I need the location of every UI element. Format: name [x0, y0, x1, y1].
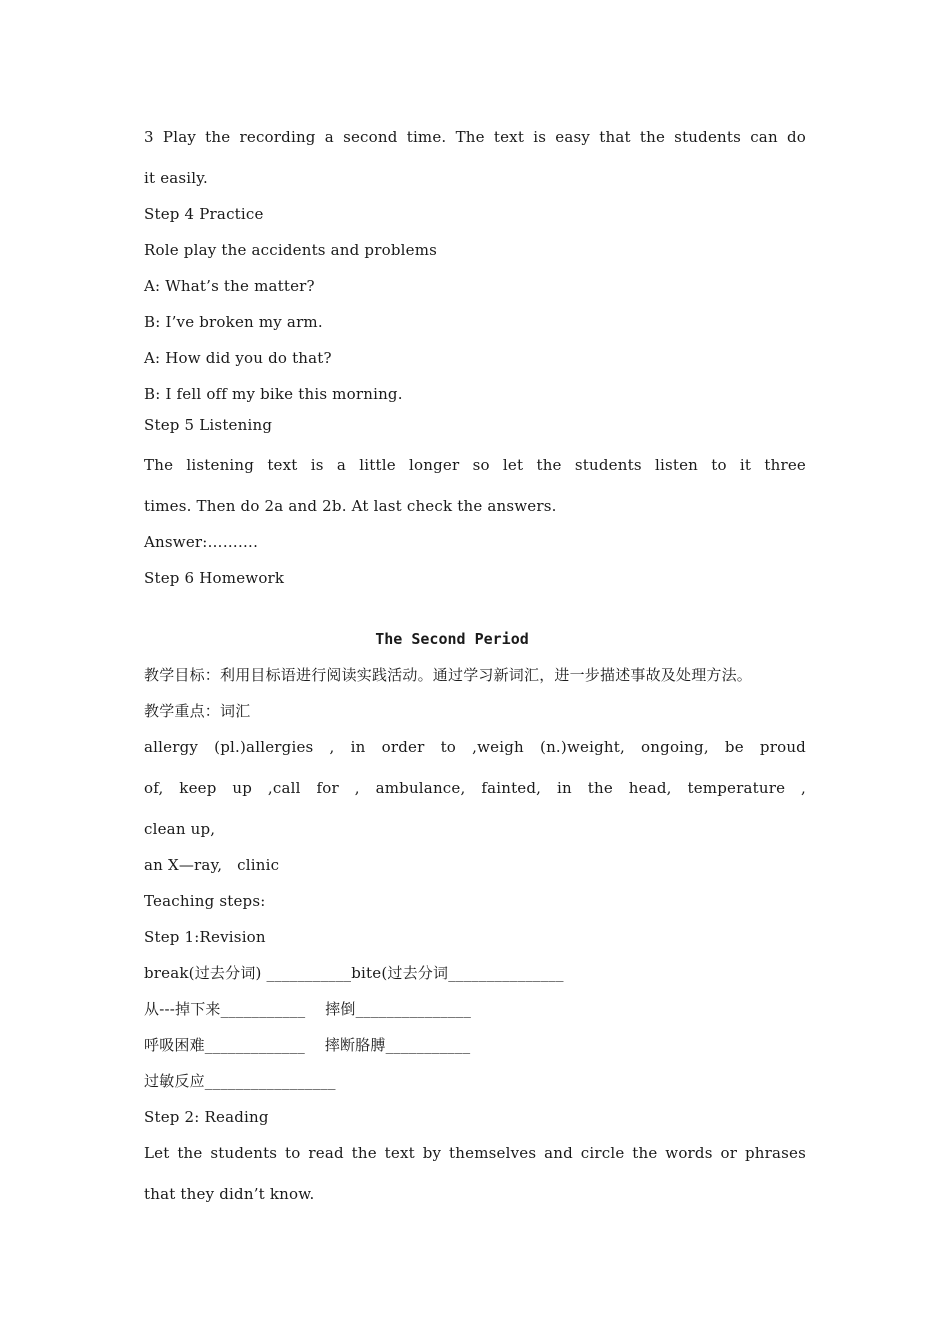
step4-heading: Step 4 Practice	[144, 205, 264, 223]
teaching-key-point: 教学重点：词汇	[144, 702, 251, 720]
vocab-line4: an X—ray, clinic	[144, 856, 280, 874]
teaching-steps-heading: Teaching steps:	[144, 892, 266, 910]
step5-text-line2: times. Then do 2a and 2b. At last check the answers.	[144, 497, 557, 515]
teaching-objective: 教学目标：利用目标语进行阅读实践活动。通过学习新词汇，进一步描述事故及处理方法。	[144, 666, 753, 684]
revision-row: 过敏反应_________________	[144, 1072, 336, 1090]
dialog-line: B: I’ve broken my arm.	[144, 313, 323, 331]
step4-intro: Role play the accidents and problems	[144, 241, 438, 259]
dialog-line: A: How did you do that?	[144, 349, 332, 367]
revision-row: 从---掉下来___________ 摔倒_______________	[144, 1000, 472, 1018]
vocab-line2: of, keep up ,call for , ambulance, fainted, in the head, temperature ,	[144, 779, 806, 797]
revision-row: 呼吸困难_____________ 摔断胳膊___________	[144, 1036, 471, 1054]
vocab-line1: allergy (pl.)allergies , in order to ,weigh (n.)weight, ongoing, be proud	[144, 738, 806, 756]
step2-text-line2: that they didn’t know.	[144, 1185, 315, 1203]
section-title: The Second Period	[375, 630, 529, 648]
dialog-line: B: I fell off my bike this morning.	[144, 385, 403, 403]
step6-heading: Step 6 Homework	[144, 569, 285, 587]
step1-heading: Step 1:Revision	[144, 928, 266, 946]
step5-heading: Step 5 Listening	[144, 416, 273, 434]
step2-text-line1: Let the students to read the text by themselves and circle the words or phrases	[144, 1144, 806, 1162]
step3-text-line2: it easily.	[144, 169, 208, 187]
answer-line: Answer:……….	[144, 533, 259, 551]
revision-row: break(过去分词) ___________bite(过去分词_______________	[144, 964, 564, 982]
step3-text-line1: 3 Play the recording a second time. The text is easy that the students can do	[144, 128, 806, 146]
step5-text-line1: The listening text is a little longer so let the students listen to it three	[144, 456, 806, 474]
dialog-line: A: What’s the matter?	[144, 277, 315, 295]
step2-heading: Step 2: Reading	[144, 1108, 269, 1126]
vocab-line3: clean up,	[144, 820, 216, 838]
